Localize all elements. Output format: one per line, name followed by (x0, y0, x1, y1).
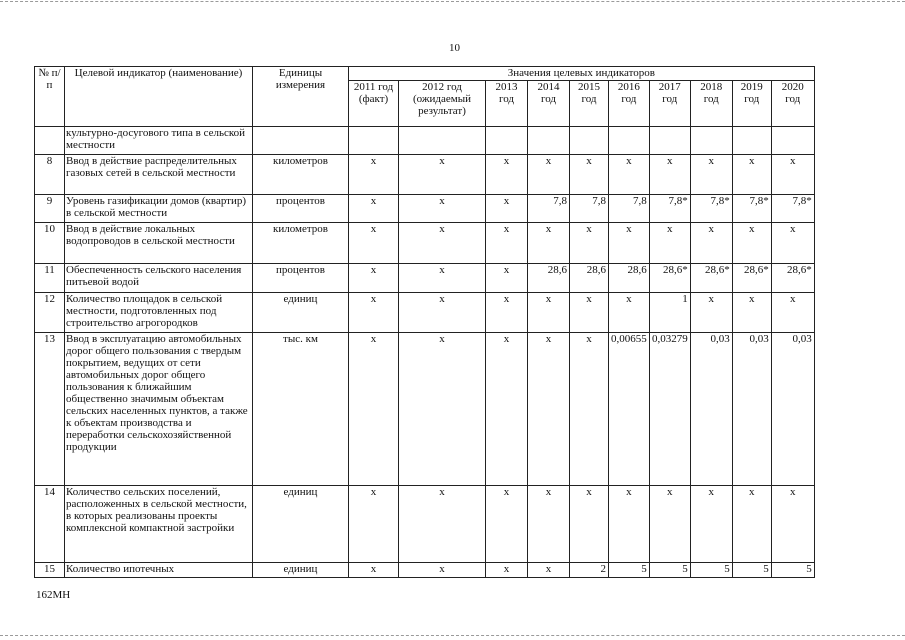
table-row (35, 293, 815, 333)
header-year: 2014 год (528, 81, 570, 127)
indicator-unit: тыс. км (253, 333, 349, 486)
row-number: 13 (35, 333, 65, 486)
indicator-value: х (528, 223, 570, 264)
indicator-value: 7,8 (570, 195, 609, 223)
row-number: 11 (35, 264, 65, 293)
indicator-value: 1 (649, 293, 690, 333)
indicator-value (690, 127, 732, 155)
indicator-unit (253, 127, 349, 155)
indicator-value: х (349, 293, 399, 333)
indicator-name: Количество площадок в сельской местности, подготовленных под строительство агрогородков (65, 293, 253, 333)
indicator-value: х (349, 195, 399, 223)
indicator-value: х (349, 333, 399, 486)
footer-code: 162МН (36, 589, 71, 601)
indicator-name: Количество ипотечных (65, 563, 253, 578)
indicator-value: х (399, 563, 486, 578)
indicator-name: Ввод в действие локальных водопроводов в сельской местности (65, 223, 253, 264)
indicator-value: 28,6* (732, 264, 771, 293)
row-number: 12 (35, 293, 65, 333)
indicator-value: х (649, 223, 690, 264)
header-num: № п/п (35, 67, 65, 127)
indicator-name: культурно-досугового типа в сельской местности (65, 127, 253, 155)
indicator-unit: единиц (253, 563, 349, 578)
indicator-value: х (609, 155, 650, 195)
indicator-value (399, 127, 486, 155)
indicator-value: х (486, 563, 528, 578)
indicator-value: 2 (570, 563, 609, 578)
indicator-value: х (349, 563, 399, 578)
indicator-value: 5 (771, 563, 814, 578)
indicator-value: х (486, 486, 528, 563)
indicator-value: х (349, 155, 399, 195)
header-year: 2013 год (486, 81, 528, 127)
table-row (35, 264, 815, 293)
table-body (35, 127, 815, 578)
indicator-value: х (690, 223, 732, 264)
indicator-value: х (486, 333, 528, 486)
indicator-value: х (349, 264, 399, 293)
indicator-value: х (570, 155, 609, 195)
indicator-value: 7,8* (732, 195, 771, 223)
indicator-name: Ввод в действие распределительных газовых сетей в сельской местности (65, 155, 253, 195)
indicator-unit: процентов (253, 264, 349, 293)
indicator-value: х (486, 195, 528, 223)
row-number: 8 (35, 155, 65, 195)
row-number (35, 127, 65, 155)
indicator-value (528, 127, 570, 155)
indicator-value: х (528, 563, 570, 578)
indicator-value: 28,6* (690, 264, 732, 293)
indicator-value: х (771, 155, 814, 195)
indicator-value: х (528, 293, 570, 333)
indicator-value: х (732, 223, 771, 264)
row-number: 10 (35, 223, 65, 264)
indicator-value: х (771, 223, 814, 264)
indicator-value: 28,6* (771, 264, 814, 293)
indicator-unit: процентов (253, 195, 349, 223)
header-year: 2015 год (570, 81, 609, 127)
header-year: 2019 год (732, 81, 771, 127)
indicator-name: Ввод в эксплуатацию автомобильных дорог общего пользования с твердым покрытием, ведущих от сети автомобильных дорог общего пользования к ближайшим общественно значимым объектам сельских населенных пунктов, а также к объектам производства и переработки сельскохозяйственной продукции (65, 333, 253, 486)
indicator-value: 28,6* (649, 264, 690, 293)
indicator-value: х (399, 195, 486, 223)
indicator-value: 0,00655 (609, 333, 650, 486)
indicator-value (486, 127, 528, 155)
indicator-value: х (399, 333, 486, 486)
indicator-value: 28,6 (570, 264, 609, 293)
indicator-value: х (570, 333, 609, 486)
indicator-value: х (570, 223, 609, 264)
scan-top-edge (0, 1, 905, 2)
indicator-value: х (486, 223, 528, 264)
indicator-value: х (732, 293, 771, 333)
indicator-unit: единиц (253, 486, 349, 563)
indicator-value: 28,6 (528, 264, 570, 293)
header-year: 2020 год (771, 81, 814, 127)
header-values: Значения целевых индикаторов (349, 67, 815, 81)
indicator-value: х (690, 155, 732, 195)
indicator-value: 0,03279 (649, 333, 690, 486)
indicator-unit: километров (253, 223, 349, 264)
table-row (35, 127, 815, 155)
table-row (35, 563, 815, 578)
indicator-value: х (528, 155, 570, 195)
indicator-value: 0,03 (771, 333, 814, 486)
indicator-value: х (486, 293, 528, 333)
indicator-value: х (399, 264, 486, 293)
indicator-value: х (570, 293, 609, 333)
indicator-name: Количество сельских поселений, расположенных в сельской местности, в которых реализованы проекты комплексной компактной застройки (65, 486, 253, 563)
indicator-value: 7,8 (609, 195, 650, 223)
indicator-value: 7,8* (649, 195, 690, 223)
header-year: 2016 год (609, 81, 650, 127)
indicator-value: 0,03 (732, 333, 771, 486)
page-number: 10 (449, 42, 460, 54)
indicator-value: х (349, 223, 399, 264)
indicator-value: 28,6 (609, 264, 650, 293)
header-year: 2011 год (факт) (349, 81, 399, 127)
indicator-value: х (528, 333, 570, 486)
header-unit: Единицы измерения (253, 67, 349, 127)
indicator-value: х (349, 486, 399, 563)
indicator-value: х (649, 155, 690, 195)
indicator-value (570, 127, 609, 155)
indicator-value: х (399, 223, 486, 264)
row-number: 14 (35, 486, 65, 563)
indicator-value: 5 (649, 563, 690, 578)
indicator-value: 7,8 (528, 195, 570, 223)
indicator-value (609, 127, 650, 155)
indicator-value: х (486, 264, 528, 293)
indicator-value: х (399, 486, 486, 563)
indicator-value: х (690, 293, 732, 333)
row-number: 9 (35, 195, 65, 223)
table-row (35, 486, 815, 563)
header-year: 2018 год (690, 81, 732, 127)
indicator-unit: километров (253, 155, 349, 195)
indicator-name: Уровень газификации домов (квартир) в сельской местности (65, 195, 253, 223)
indicator-value (732, 127, 771, 155)
table-row (35, 195, 815, 223)
indicator-value: х (486, 155, 528, 195)
indicator-value: х (649, 486, 690, 563)
indicator-value: х (570, 486, 609, 563)
table-row (35, 155, 815, 195)
indicator-value (649, 127, 690, 155)
indicator-value: х (399, 155, 486, 195)
indicator-value: 7,8* (690, 195, 732, 223)
table-row (35, 333, 815, 486)
indicator-value: 0,03 (690, 333, 732, 486)
indicator-value: х (609, 293, 650, 333)
header-year: 2017 год (649, 81, 690, 127)
indicator-name: Обеспеченность сельского населения питьевой водой (65, 264, 253, 293)
indicator-value: х (771, 293, 814, 333)
indicator-value: 5 (732, 563, 771, 578)
indicators-table (34, 66, 815, 578)
indicator-value: х (399, 293, 486, 333)
indicator-value: х (732, 486, 771, 563)
indicator-value (349, 127, 399, 155)
indicator-value: 7,8* (771, 195, 814, 223)
indicator-value: х (732, 155, 771, 195)
indicator-value: х (528, 486, 570, 563)
indicator-value: х (690, 486, 732, 563)
table-row (35, 223, 815, 264)
indicator-value: 5 (609, 563, 650, 578)
header-indicator: Целевой индикатор (наименование) (65, 67, 253, 127)
indicator-unit: единиц (253, 293, 349, 333)
row-number: 15 (35, 563, 65, 578)
indicator-value (771, 127, 814, 155)
indicator-value: х (609, 223, 650, 264)
scan-bottom-edge (0, 635, 905, 636)
indicator-value: 5 (690, 563, 732, 578)
indicator-value: х (771, 486, 814, 563)
indicator-value: х (609, 486, 650, 563)
header-year: 2012 год (ожидаемый результат) (399, 81, 486, 127)
